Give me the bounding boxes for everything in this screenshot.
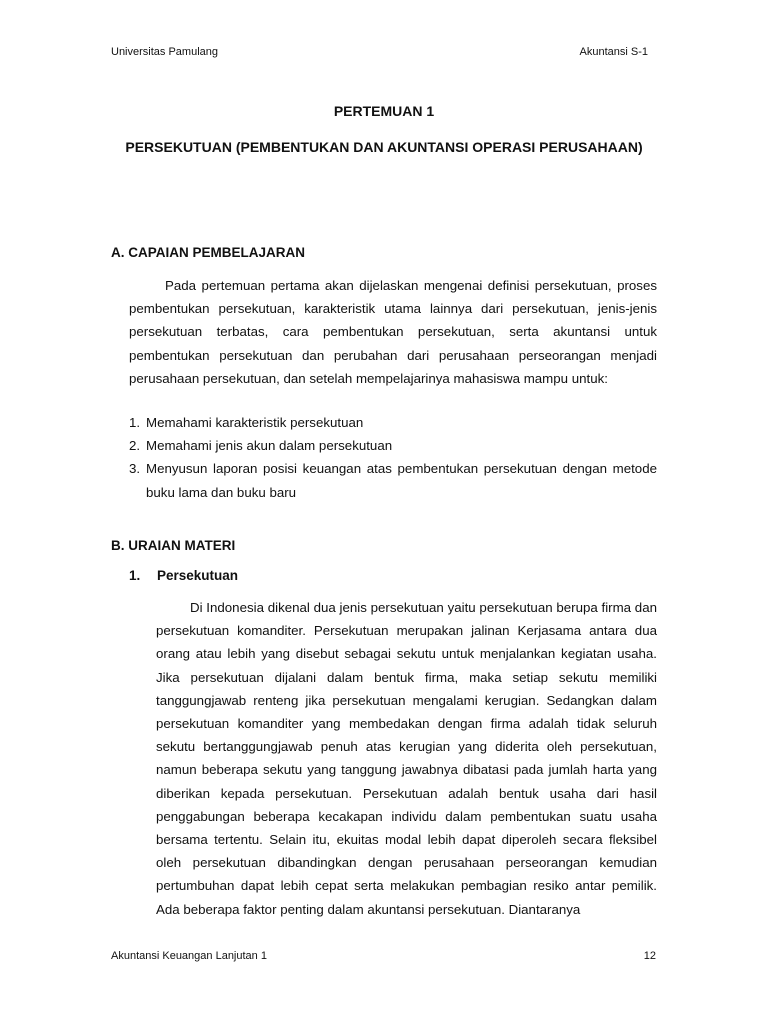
header-university: Universitas Pamulang [111, 46, 218, 58]
footer-course: Akuntansi Keuangan Lanjutan 1 [111, 950, 267, 962]
header-program: Akuntansi S-1 [579, 46, 648, 58]
subsection-title: Persekutuan [157, 568, 239, 583]
list-item-number: 2. [129, 438, 141, 454]
list-item-number: 3. [129, 461, 141, 477]
section-a-heading: A. CAPAIAN PEMBELAJARAN [111, 245, 306, 260]
section-b-paragraph: Di Indonesia dikenal dua jenis persekutuan yaitu persekutuan berupa firma dan persekutuan komanditer. Persekutuan merupakan jalinan Kerjasama antara dua orang atau lebih yang disebut sebagai sekutu untuk menjalankan kegiatan usaha. Jika persekutuan dijalani dalam bentuk firma, maka setiap sekutu memiliki tanggungjawab renteng jika persekutuan mengalami kerugian. Sedangkan dalam persekutuan komanditer yang membedakan dengan firma adalah tidak seluruh sekutu bertanggungjawab penuh atas kerugian yang diderita oleh persekutuan, namun beberapa sekutu yang tanggung jawabnya dibatasi pada jumlah harta yang diberikan kepada persekutuan. Persekutuan adalah bentuk usaha dari hasil penggabungan beberapa kecakapan individu dalam pembentukan suatu usaha bersama tertentu. Selain itu, ekuitas modal lebih dapat diperoleh secara fleksibel oleh persekutuan dibandingkan dengan perusahaan perseorangan kemudian pertumbuhan dapat lebih cepat serta melakukan pembagian resiko antar pemilik. Ada beberapa faktor penting dalam akuntansi persekutuan. Diantaranya [156, 600, 657, 917]
section-b-heading: B. URAIAN MATERI [111, 538, 236, 553]
chapter-title: PERSEKUTUAN (PEMBENTUKAN DAN AKUNTANSI OPERASI PERUSAHAAN) [125, 139, 643, 155]
list-item-text: Memahami karakteristik persekutuan [146, 415, 364, 430]
meeting-title: PERTEMUAN 1 [333, 103, 435, 119]
list-item-text: Menyusun laporan posisi keuangan atas pembentukan persekutuan dengan metode buku lama dan buku baru [146, 461, 657, 500]
list-item-number: 1. [129, 415, 141, 430]
list-item [129, 457, 657, 503]
subsection-heading [129, 568, 238, 583]
list-item-text: Memahami jenis akun dalam persekutuan [146, 438, 393, 454]
subsection-number: 1. [129, 568, 141, 583]
list-item [129, 434, 657, 457]
section-a-paragraph: Pada pertemuan pertama akan dijelaskan mengenai definisi persekutuan, proses pembentukan persekutuan, karakteristik utama lainnya dari persekutuan, jenis-jenis persekutuan terbatas, cara pembentukan persekutuan, serta akuntansi untuk pembentukan persekutuan dan perubahan dari perusahaan perseorangan menjadi perusahaan persekutuan, dan setelah mempelajarinya mahasiswa mampu untuk: [129, 278, 657, 386]
list-item [129, 411, 657, 434]
learning-outcomes-list [129, 411, 657, 504]
page-number: 12 [643, 950, 656, 962]
